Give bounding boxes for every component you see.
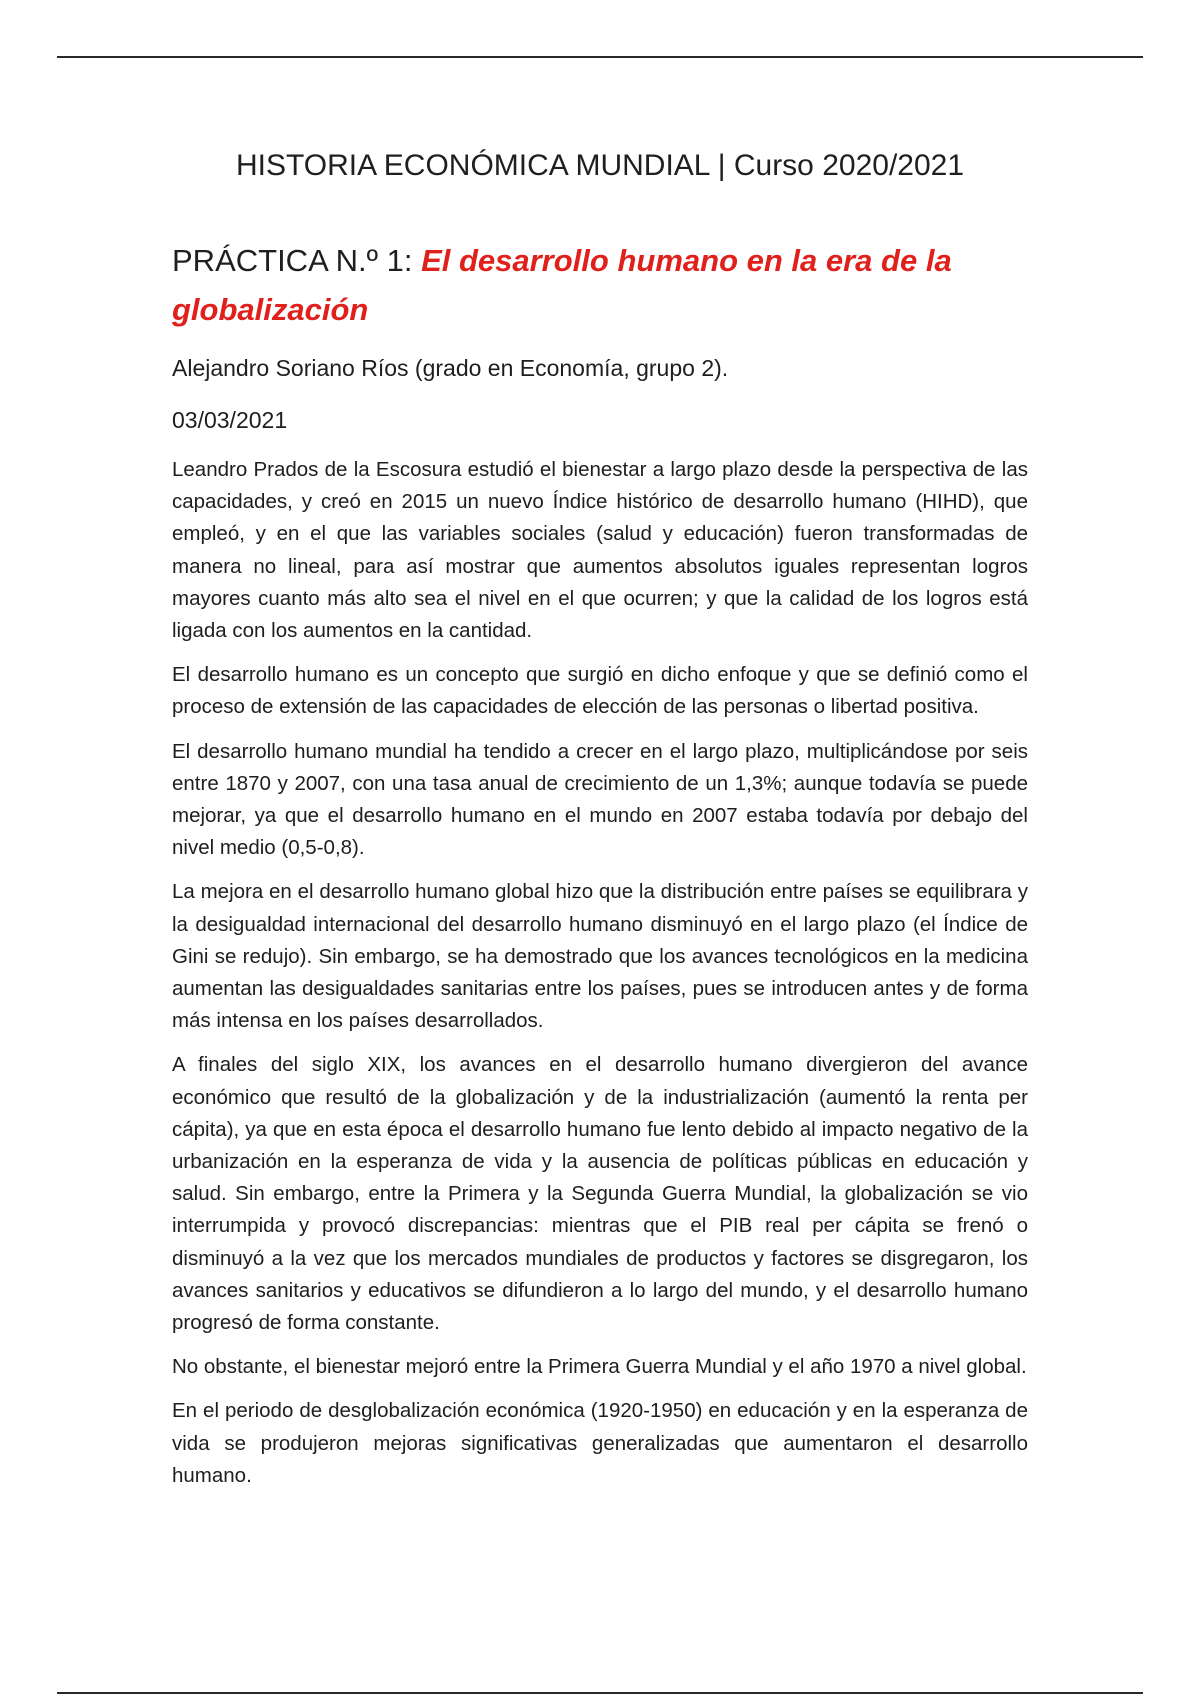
paragraph-3: El desarrollo humano mundial ha tendido a crecer en el largo plazo, multiplicándose por seis entre 1870 y 2007, con una tasa anual de crecimiento de un 1,3%; aunque todavía se puede mejorar, ya que el desarrollo humano en el mundo en 2007 estaba todavía por debajo del nivel medio (0,5-0,8). (172, 739, 1028, 860)
practice-label: PRÁCTICA N.º 1: (172, 243, 413, 278)
paragraph-4: La mejora en el desarrollo humano global hizo que la distribución entre países se equilibrara y la desigualdad internacional del desarrollo humano disminuyó en el largo plazo (el Índice de Gini se redujo). Sin embargo, se ha demostrado que los avances tecnológicos en la medicina aumentan las desigualdades sanitarias entre los países, pues se introducen antes y de forma más intensa en los países desarrollados. (172, 880, 1028, 1033)
document-body (172, 236, 1028, 1504)
footer-rule (57, 1692, 1143, 1694)
author-line: Alejandro Soriano Ríos (grado en Economía, grupo 2). (172, 355, 729, 381)
paragraph-1: Leandro Prados de la Escosura estudió el bienestar a largo plazo desde la perspectiva de las capacidades, y creó en 2015 un nuevo Índice histórico de desarrollo humano (HIHD), que empleó, y en el que las variables sociales (salud y educación) fueron transformadas de manera no lineal, para así mostrar que aumentos absolutos iguales representan logros mayores cuanto más alto sea el nivel en el que ocurren; y que la calidad de los logros está ligada con los aumentos en la cantidad. (172, 458, 1028, 643)
paragraph-6: No obstante, el bienestar mejoró entre la Primera Guerra Mundial y el año 1970 a nivel global. (172, 1355, 1027, 1379)
date-line: 03/03/2021 (172, 407, 288, 433)
practice-heading (172, 236, 1028, 334)
paragraph-7: En el periodo de desglobalización económica (1920-1950) en educación y en la esperanza de vida se produjeron mejoras significativas generalizadas que aumentaron el desarrollo humano. (172, 1399, 1028, 1487)
paragraph-2: El desarrollo humano es un concepto que surgió en dicho enfoque y que se definió como el proceso de extensión de las capacidades de elección de las personas o libertad positiva. (172, 663, 1028, 719)
course-header: HISTORIA ECONÓMICA MUNDIAL | Curso 2020/2021 (235, 149, 965, 182)
header-rule (57, 56, 1143, 58)
paragraph-5: A finales del siglo XIX, los avances en el desarrollo humano divergieron del avance económico que resultó de la globalización y de la industrialización (aumentó la renta per cápita), ya que en esta época el desarrollo humano fue lento debido al impacto negativo de la urbanización en la esperanza de vida y la ausencia de políticas públicas en educación y salud. Sin embargo, entre la Primera y la Segunda Guerra Mundial, la globalización se vio interrumpida y provocó discrepancias: mientras que el PIB real per cápita se frenó o disminuyó a la vez que los mercados mundiales de productos y factores se disgregaron, los avances sanitarios y educativos se difundieron a lo largo del mundo, y el desarrollo humano progresó de forma constante. (172, 1053, 1028, 1335)
practice-topic: El desarrollo humano en la era de la globalización (172, 243, 952, 327)
